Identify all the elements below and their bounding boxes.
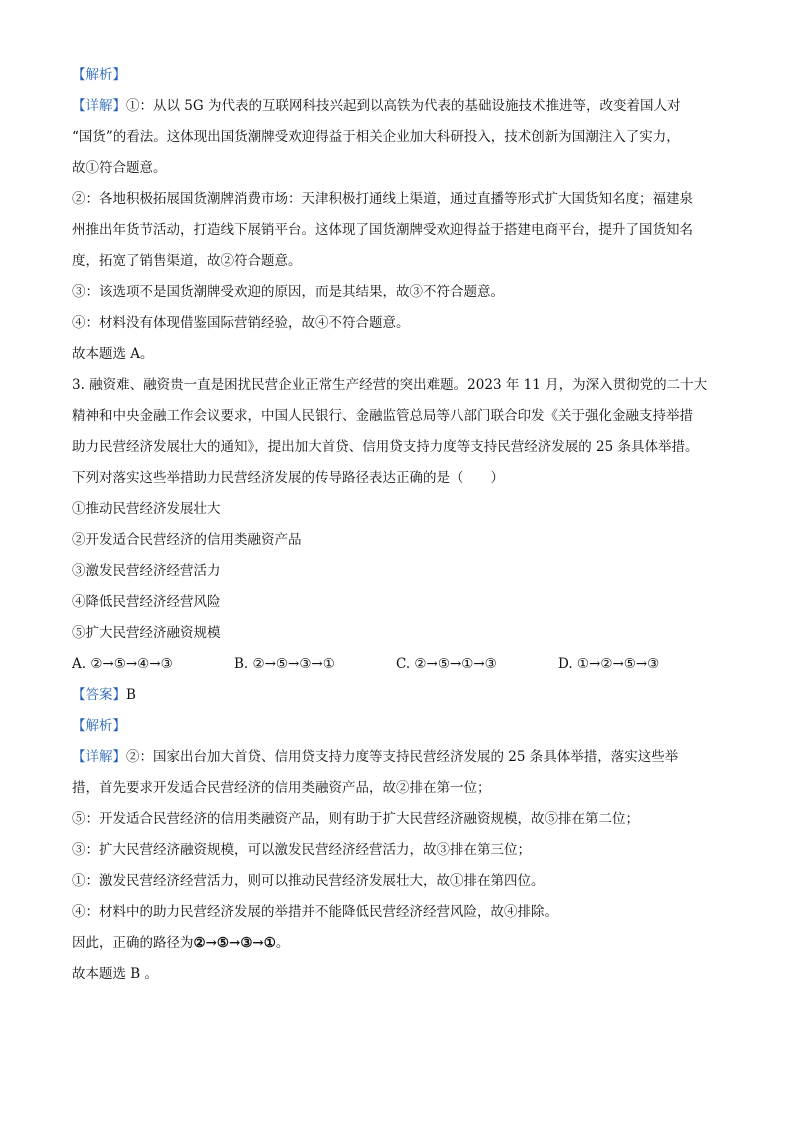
question-item: ②开发适合民营经济的信用类融资产品 [72, 532, 302, 548]
question-item: ①推动民营经济发展壮大 [72, 501, 221, 517]
detail-line: ⑤：开发适合民营经济的信用类融资产品，则有助于扩大民营经济融资规模，故⑤排在第二位； [72, 811, 639, 827]
analysis-label: 【解析】 [72, 718, 126, 734]
question-item: ③激发民营经济经营活力 [72, 563, 221, 579]
path-prefix: 因此，正确的路径为 [72, 935, 194, 951]
question-stem-line: 精神和中央金融工作会议要求，中国人民银行、金融监管总局等八部门联合印发《关于强化金融支持举措 [72, 408, 693, 424]
detail-label: 【详解】 [72, 749, 126, 765]
detail-line: 措，首先要求开发适合民营经济的信用类融资产品，故②排在第一位； [72, 780, 491, 796]
detail-line: ②：各地积极拓展国货潮牌消费市场：天津积极打通线上渠道，通过直播等形式扩大国货知名度；福建泉 [72, 191, 693, 207]
detail-line: ③：扩大民营经济融资规模，可以激发民营经济经营活力，故③排在第三位； [72, 842, 531, 858]
answer-value: B [126, 687, 136, 703]
option-c: C. ②→⑤→①→③ [396, 656, 497, 672]
path-value: ②→⑤→③→① [193, 935, 276, 951]
answer-options [72, 649, 732, 680]
path-line [72, 928, 732, 959]
detail-text: ①：从以 5G 为代表的互联网科技兴起到以高铁为代表的基础设施技术推进等，改变着国人对 [126, 98, 681, 114]
detail-line: ③：该选项不是国货潮牌受欢迎的原因，而是其结果，故③不符合题意。 [72, 284, 504, 300]
option-d: D. ①→②→⑤→③ [558, 656, 660, 672]
final-answer-line: 故本题选 B 。 [72, 966, 159, 982]
document-page [72, 60, 732, 990]
path-suffix: 。 [275, 935, 290, 951]
detail-line: “国货”的看法。这体现出国货潮牌受欢迎得益于相关企业加大科研投入，技术创新为国潮注入了实力， [72, 129, 680, 145]
conclusion-line: 故本题选 A。 [72, 346, 154, 362]
question-item: ④降低民营经济经营风险 [72, 594, 221, 610]
analysis-label: 【解析】 [72, 67, 126, 83]
detail-line: ④：材料没有体现借鉴国际营销经验，故④不符合题意。 [72, 315, 410, 331]
detail-text: ②：国家出台加大首贷、信用贷支持力度等支持民营经济发展的 25 条具体举措，落实这些举 [126, 749, 679, 765]
option-a: A. ②→⑤→④→③ [72, 656, 173, 672]
analysis-heading-2 [72, 711, 732, 742]
detail-line: ④：材料中的助力民营经济发展的举措并不能降低民营经济经营风险，故④排除。 [72, 904, 558, 920]
question-item: ⑤扩大民营经济融资规模 [72, 625, 221, 641]
answer-line [72, 680, 732, 711]
detail-line [72, 91, 732, 122]
question-stem-line: 3. 融资难、融资贵一直是困扰民营企业正常生产经营的突出难题。2023 年 11 月，为深入贯彻党的二十大 [72, 377, 708, 393]
option-b: B. ②→⑤→③→① [234, 656, 335, 672]
question-stem-line: 下列对落实这些举措助力民营经济发展的传导路径表达正确的是（ ） [72, 470, 504, 486]
answer-label: 【答案】 [72, 687, 126, 703]
detail-line: ①：激发民营经济经营活力，则可以推动民营经济发展壮大，故①排在第四位。 [72, 873, 545, 889]
detail-line [72, 742, 732, 773]
detail-line: 度，拓宽了销售渠道，故②符合题意。 [72, 253, 302, 269]
detail-label: 【详解】 [72, 98, 126, 114]
question-stem-line: 助力民营经济发展壮大的通知》，提出加大首贷、信用贷支持力度等支持民营经济发展的 25 条具体举措。 [72, 439, 699, 455]
detail-line: 州推出年货节活动，打造线下展销平台。这体现了国货潮牌受欢迎得益于搭建电商平台，提升了国货知名 [72, 222, 693, 238]
analysis-heading-1 [72, 60, 732, 91]
detail-line: 故①符合题意。 [72, 160, 167, 176]
